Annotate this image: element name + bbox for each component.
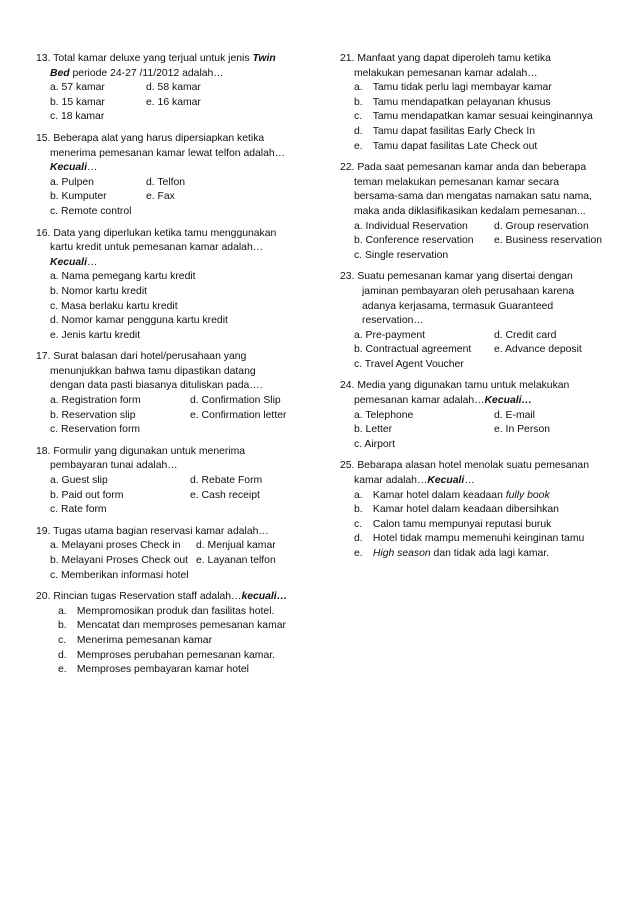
question-stem: 25. Bebarapa alasan hotel menolak suatu pemesanan xyxy=(340,460,589,472)
option-c: c. Single reservation xyxy=(354,249,449,261)
question-13 xyxy=(36,52,308,125)
option-d: d. Credit card xyxy=(494,329,557,341)
question-19 xyxy=(36,525,308,583)
option-d: d. Telfon xyxy=(146,176,186,188)
option-c: c. Tamu mendapatkan kamar sesuai keinginannya xyxy=(354,111,593,123)
option-d: d. Nomor kamar pengguna kartu kredit xyxy=(50,315,228,327)
option-e: e. Memproses pembayaran kamar hotel xyxy=(58,664,249,676)
option-d: d. Confirmation Slip xyxy=(190,395,281,407)
option-b: b. Reservation slip xyxy=(50,409,136,421)
options xyxy=(340,220,608,264)
question-stem: pemesanan kamar adalah…Kecuali… xyxy=(354,395,532,407)
option-c: c. Airport xyxy=(354,438,395,450)
option-b: b. 15 kamar xyxy=(50,96,105,108)
options xyxy=(36,474,308,518)
question-stem: Kecuali… xyxy=(50,256,98,268)
question-stem: jaminan pembayaran oleh perusahaan karena xyxy=(362,285,574,297)
question-stem: 13. Total kamar deluxe yang terjual untuk jenis Twin xyxy=(36,53,276,64)
options xyxy=(340,489,608,562)
option-a: a. Melayani proses Check in xyxy=(50,540,181,552)
question-stem: dengan data pasti biasanya dituliskan pada…. xyxy=(50,380,263,392)
question-stem: kartu kredit untuk pemesanan kamar adalah… xyxy=(50,242,264,254)
option-a: a. Registration form xyxy=(50,395,141,407)
question-23 xyxy=(340,270,608,372)
option-c: c. Masa berlaku kartu kredit xyxy=(50,300,178,312)
option-e: e. Layanan telfon xyxy=(196,555,276,566)
left-column xyxy=(36,52,308,685)
option-e: e. 16 kamar xyxy=(146,96,201,108)
options xyxy=(340,329,608,373)
option-a: a. Tamu tidak perlu lagi membayar kamar xyxy=(354,82,552,94)
options xyxy=(340,409,608,453)
option-e: e. Tamu dapat fasilitas Late Check out xyxy=(354,140,538,152)
option-a: a. Nama pemegang kartu kredit xyxy=(50,271,196,283)
options xyxy=(36,394,308,438)
question-22 xyxy=(340,161,608,263)
option-a: a. Kamar hotel dalam keadaan fully book xyxy=(354,489,550,501)
question-stem: 18. Formulir yang digunakan untuk menerima xyxy=(36,445,246,457)
option-b: b. Contractual agreement xyxy=(354,344,472,356)
option-e: e. In Person xyxy=(494,424,551,436)
option-d: d. 58 kamar xyxy=(146,82,201,94)
options xyxy=(36,270,308,343)
option-d: d. Rebate Form xyxy=(190,475,263,487)
option-a: a. Pulpen xyxy=(50,176,94,188)
question-stem: Kecuali… xyxy=(50,162,98,174)
question-stem: teman melakukan pemesanan kamar secara xyxy=(354,176,560,188)
option-d: d. Tamu dapat fasilitas Early Check In xyxy=(354,125,535,137)
option-c: c. Rate form xyxy=(50,504,107,516)
option-b: b. Letter xyxy=(354,424,393,436)
question-20 xyxy=(36,590,308,678)
option-b: b. Conference reservation xyxy=(354,235,474,247)
options xyxy=(36,176,308,220)
question-stem: 20. Rincian tugas Reservation staff adalah…kecuali… xyxy=(36,591,288,603)
option-d: d. Memproses perubahan pemesanan kamar. xyxy=(58,649,276,661)
question-stem: maka anda diklasifikasikan kedalam pemesanan... xyxy=(354,205,586,217)
option-b: b. Mencatat dan memproses pemesanan kamar xyxy=(58,620,286,632)
option-a: a. 57 kamar xyxy=(50,82,105,94)
option-b: b. Kumputer xyxy=(50,191,107,203)
question-stem: melakukan pemesanan kamar adalah… xyxy=(354,67,538,79)
question-stem: Bed periode 24-27 /11/2012 adalah… xyxy=(50,67,224,79)
question-stem: 24. Media yang digunakan tamu untuk melakukan xyxy=(340,380,570,392)
option-c: c. Memberikan informasi hotel xyxy=(50,569,189,581)
option-d: d. Group reservation xyxy=(494,220,589,232)
option-b: b. Kamar hotel dalam keadaan dibersihkan xyxy=(354,504,559,516)
question-15 xyxy=(36,132,308,220)
option-c: c. Travel Agent Voucher xyxy=(354,358,464,370)
option-e: e. High season dan tidak ada lagi kamar. xyxy=(354,548,550,559)
options xyxy=(36,81,308,125)
question-stem: 21. Manfaat yang dapat diperoleh tamu ketika xyxy=(340,53,551,64)
options xyxy=(36,605,308,678)
question-stem: reservation… xyxy=(362,315,424,327)
option-d: d. Hotel tidak mampu memenuhi keinginan tamu xyxy=(354,533,585,545)
option-b: b. Nomor kartu kredit xyxy=(50,285,148,297)
option-c: c. Remote control xyxy=(50,205,132,217)
question-stem: 22. Pada saat pemesanan kamar anda dan beberapa xyxy=(340,162,587,174)
question-25 xyxy=(340,459,608,561)
question-stem: 23. Suatu pemesanan kamar yang disertai dengan xyxy=(340,271,573,283)
option-e: e. Fax xyxy=(146,191,175,203)
options xyxy=(36,539,308,583)
option-e: e. Business reservation xyxy=(494,235,603,247)
option-a: a. Guest slip xyxy=(50,475,108,487)
question-stem: 16. Data yang diperlukan ketika tamu menggunakan xyxy=(36,227,277,239)
question-18 xyxy=(36,445,308,518)
option-c: c. 18 kamar xyxy=(50,111,105,123)
option-e: e. Jenis kartu kredit xyxy=(50,329,141,341)
option-c: c. Reservation form xyxy=(50,424,141,436)
question-stem: 15. Beberapa alat yang harus dipersiapkan ketika xyxy=(36,132,265,144)
option-a: a. Individual Reservation xyxy=(354,220,468,232)
option-b: b. Tamu mendapatkan pelayanan khusus xyxy=(354,96,551,108)
question-stem: adanya kerjasama, termasuk Guaranteed xyxy=(362,300,554,312)
option-c: c. Menerima pemesanan kamar xyxy=(58,634,213,646)
option-a: a. Pre-payment xyxy=(354,329,426,341)
options xyxy=(340,81,608,154)
question-21 xyxy=(340,52,608,154)
option-c: c. Calon tamu mempunyai reputasi buruk xyxy=(354,518,552,530)
option-e: e. Advance deposit xyxy=(494,344,582,356)
option-a: a. Mempromosikan produk dan fasilitas hotel. xyxy=(58,605,275,617)
option-b: b. Melayani Proses Check out xyxy=(50,555,189,566)
question-stem: pembayaran tunai adalah… xyxy=(50,460,178,472)
right-column xyxy=(340,52,608,569)
question-24 xyxy=(340,379,608,452)
option-e: e. Cash receipt xyxy=(190,489,260,501)
question-16 xyxy=(36,227,308,344)
option-d: d. E-mail xyxy=(494,409,535,421)
question-stem: bersama-sama dan mengatas namakan satu nama, xyxy=(354,191,592,203)
question-stem: kamar adalah…Kecuali… xyxy=(354,475,475,487)
option-d: d. Menjual kamar xyxy=(196,540,276,552)
option-b: b. Paid out form xyxy=(50,489,124,501)
question-stem: 19. Tugas utama bagian reservasi kamar adalah… xyxy=(36,525,269,537)
question-stem: 17. Surat balasan dari hotel/perusahaan yang xyxy=(36,351,247,363)
question-stem: menerima pemesanan kamar lewat telfon adalah… xyxy=(50,147,286,159)
option-a: a. Telephone xyxy=(354,409,414,421)
option-e: e. Confirmation letter xyxy=(190,409,287,421)
question-stem: menunjukkan bahwa tamu dipastikan datang xyxy=(50,365,256,377)
question-17 xyxy=(36,350,308,438)
